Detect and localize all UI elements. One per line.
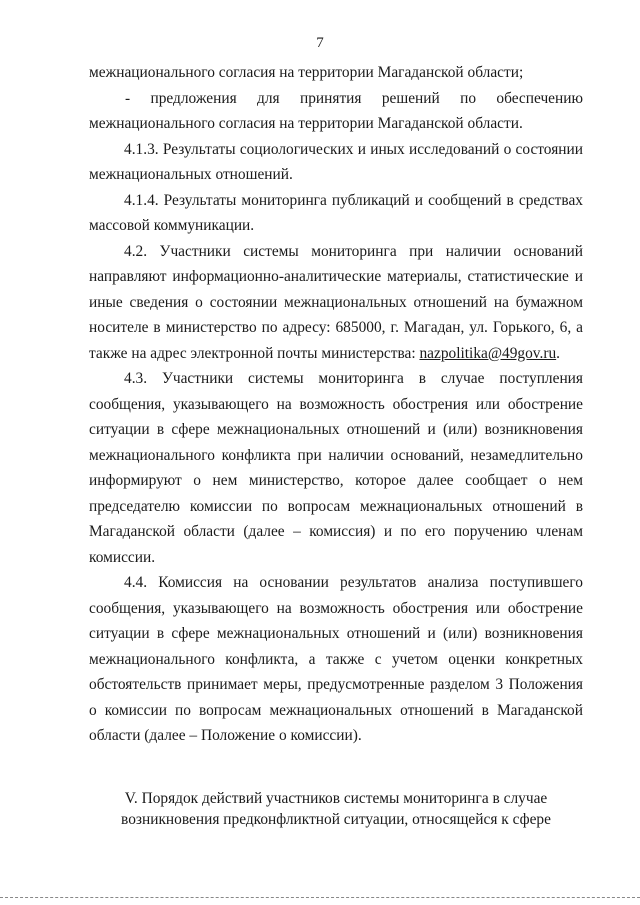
paragraph-4-1-3: 4.1.3. Результаты социологических и иных исследований о состоянии межнациональных отношений. (89, 140, 583, 183)
bullet-word: принятия (299, 89, 362, 107)
paragraph-4-2 (89, 239, 583, 367)
continued-line: межнационального согласия на территории Магаданской области; (89, 64, 524, 81)
paragraph-4-2-end: . (556, 344, 561, 362)
bullet-dash: - (125, 89, 131, 107)
bullet-word: обеспечению (496, 89, 583, 107)
bullet-item (89, 86, 583, 112)
document-body (89, 60, 583, 749)
paragraph-4-4: 4.4. Комиссия на основании результатов анализа поступившего сообщения, указывающего на возможность обострения или обострение ситуации в сфере межнациональных отношений и (или) возникновения межнационального конфликта, а также с учетом оценки конкретных обстоятельств принимает меры, предусмотренные разделом 3 Положения о комиссии по вопросам межнациональных отношений в Магаданской области (далее – Положение о комиссии). (89, 574, 583, 744)
paragraph-4-2-text: 4.2. Участники системы мониторинга при наличии оснований направляют информационно-аналитические материалы, статистические и иные сведения о состоянии межнациональных отношений на бумажном носителе в министерство по адресу: 685000, г. Магадан, ул. Горького, 6, а также на адрес электронной почты министерства: (89, 242, 583, 362)
bullet-word: для (257, 89, 280, 107)
bullet-word: предложения (150, 89, 237, 107)
bottom-divider (0, 897, 640, 898)
bullet-item-continuation: межнационального согласия на территории Магаданской области. (89, 115, 523, 132)
email-link[interactable]: nazpolitika@49gov.ru (419, 344, 557, 362)
section-heading-line: возникновения предконфликтной ситуации, относящейся к сфере (121, 811, 551, 828)
bullet-word: решений (381, 89, 440, 107)
paragraph-4-3: 4.3. Участники системы мониторинга в случае поступления сообщения, указывающего на возможность обострения или обострение ситуации в сфере межнациональных отношений и (или) возникновения межнационального конфликта при наличии оснований, незамедлительно информируют о нем министерство, которое далее сообщает о нем председателю комиссии по вопросам межнациональных отношений в Магаданской области (далее – комиссия) и по его поручению членам комиссии. (89, 370, 583, 566)
bullet-word: по (460, 89, 477, 107)
page-number: 7 (316, 35, 324, 51)
section-heading-line: V. Порядок действий участников системы мониторинга в случае (124, 790, 548, 807)
section-heading (89, 788, 583, 830)
paragraph-4-1-4: 4.1.4. Результаты мониторинга публикаций и сообщений в средствах массовой коммуникации. (89, 191, 583, 234)
